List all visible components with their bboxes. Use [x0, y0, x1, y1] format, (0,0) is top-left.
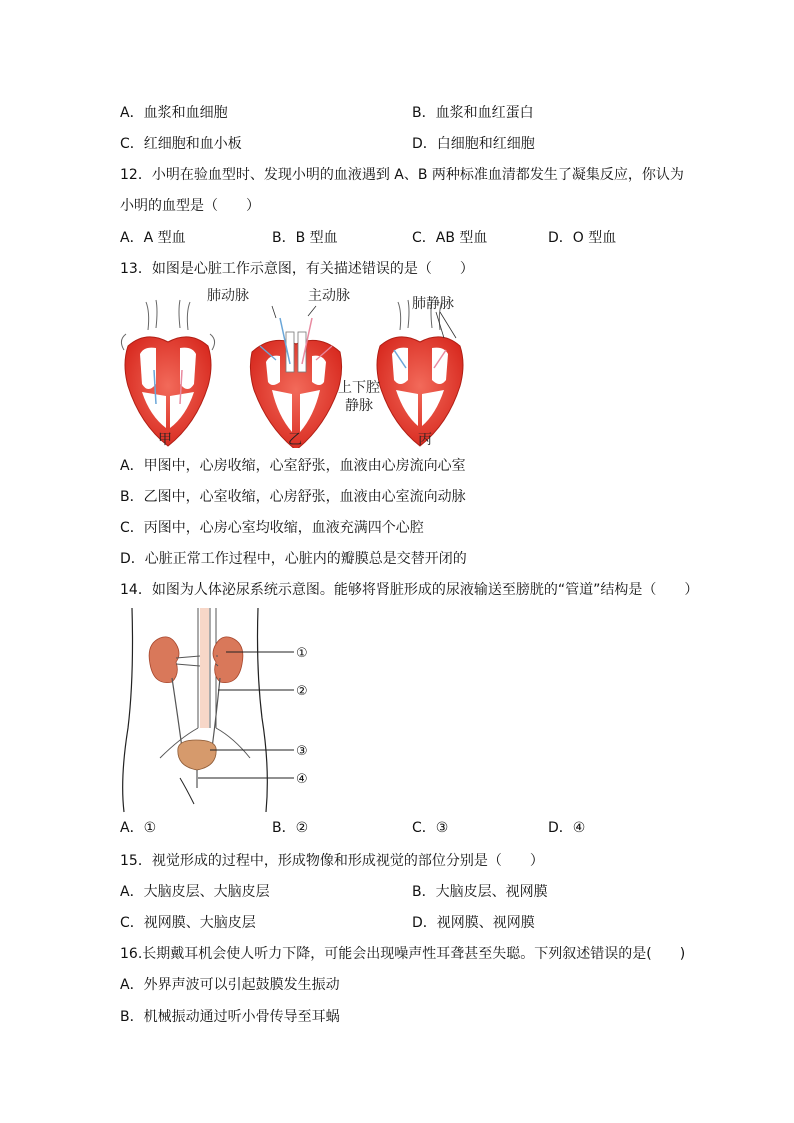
q12-option-a: A．A 型血 [120, 230, 186, 246]
q11-option-d: D．白细胞和红细胞 [412, 136, 535, 152]
q14-option-d: D．④ [548, 820, 586, 836]
q15-option-a: A．大脑皮层、大脑皮层 [120, 884, 270, 900]
q15-stem: 15．视觉形成的过程中，形成物像和形成视觉的部位分别是（ ） [120, 853, 544, 869]
heart-bing [377, 300, 463, 446]
urinary-label-3: ③ [296, 744, 308, 759]
q13-option-c: C．丙图中，心房心室均收缩，血液充满四个心腔 [120, 520, 424, 536]
urinary-label-4: ④ [296, 772, 308, 787]
heart-label-pulmonary-artery: 肺动脉 [207, 288, 249, 304]
heart-label-bing: 丙 [418, 432, 432, 448]
heart-label-vena-cava-2: 静脉 [345, 398, 373, 414]
heart-figure [118, 284, 468, 448]
q12-option-c: C．AB 型血 [412, 230, 488, 246]
q13-option-b: B．乙图中，心室收缩，心房舒张，血液由心室流向动脉 [120, 489, 466, 505]
heart-label-pulmonary-vein: 肺静脉 [412, 296, 454, 312]
q11-option-b: B．血浆和血红蛋白 [412, 105, 534, 121]
q13-option-a: A．甲图中，心房收缩，心室舒张，血液由心房流向心室 [120, 458, 466, 474]
heart-label-aorta: 主动脉 [308, 288, 350, 304]
q12-stem-line1: 12．小明在验血型时、发现小明的血液遇到 A、B 两种标准血清都发生了凝集反应，你认为 [120, 167, 684, 183]
q15-option-d: D．视网膜、视网膜 [412, 915, 535, 931]
q14-option-b: B．② [272, 820, 309, 836]
q11-option-c: C．红细胞和血小板 [120, 136, 242, 152]
q13-option-d: D．心脏正常工作过程中，心脏内的瓣膜总是交替开闭的 [120, 551, 467, 567]
q11-option-a: A．血浆和血细胞 [120, 105, 228, 121]
heart-label-vena-cava-1: 上下腔 [338, 380, 380, 396]
q12-stem-line2: 小明的血型是（ ） [120, 198, 260, 214]
urinary-label-2: ② [296, 684, 308, 699]
q16-option-b: B．机械振动通过听小骨传导至耳蜗 [120, 1009, 340, 1025]
q14-option-a: A．① [120, 820, 157, 836]
heart-jia [121, 300, 214, 446]
q15-option-b: B．大脑皮层、视网膜 [412, 884, 548, 900]
q13-stem: 13．如图是心脏工作示意图，有关描述错误的是（ ） [120, 261, 474, 277]
heart-label-jia: 甲 [158, 432, 172, 448]
urinary-system-figure [120, 608, 330, 814]
q16-option-a: A．外界声波可以引起鼓膜发生振动 [120, 977, 340, 993]
heart-yi [250, 318, 341, 448]
heart-label-yi: 乙 [288, 432, 302, 448]
q12-option-b: B．B 型血 [272, 230, 338, 246]
q16-stem: 16.长期戴耳机会使人听力下降，可能会出现噪声性耳聋甚至失聪。下列叙述错误的是( ) [120, 946, 686, 962]
q15-option-c: C．视网膜、大脑皮层 [120, 915, 256, 931]
q14-option-c: C．③ [412, 820, 449, 836]
q14-stem: 14．如图为人体泌尿系统示意图。能够将肾脏形成的尿液输送至膀胱的“管道”结构是（ ） [120, 582, 699, 598]
q12-option-d: D．O 型血 [548, 230, 617, 246]
urinary-label-1: ① [296, 646, 308, 661]
